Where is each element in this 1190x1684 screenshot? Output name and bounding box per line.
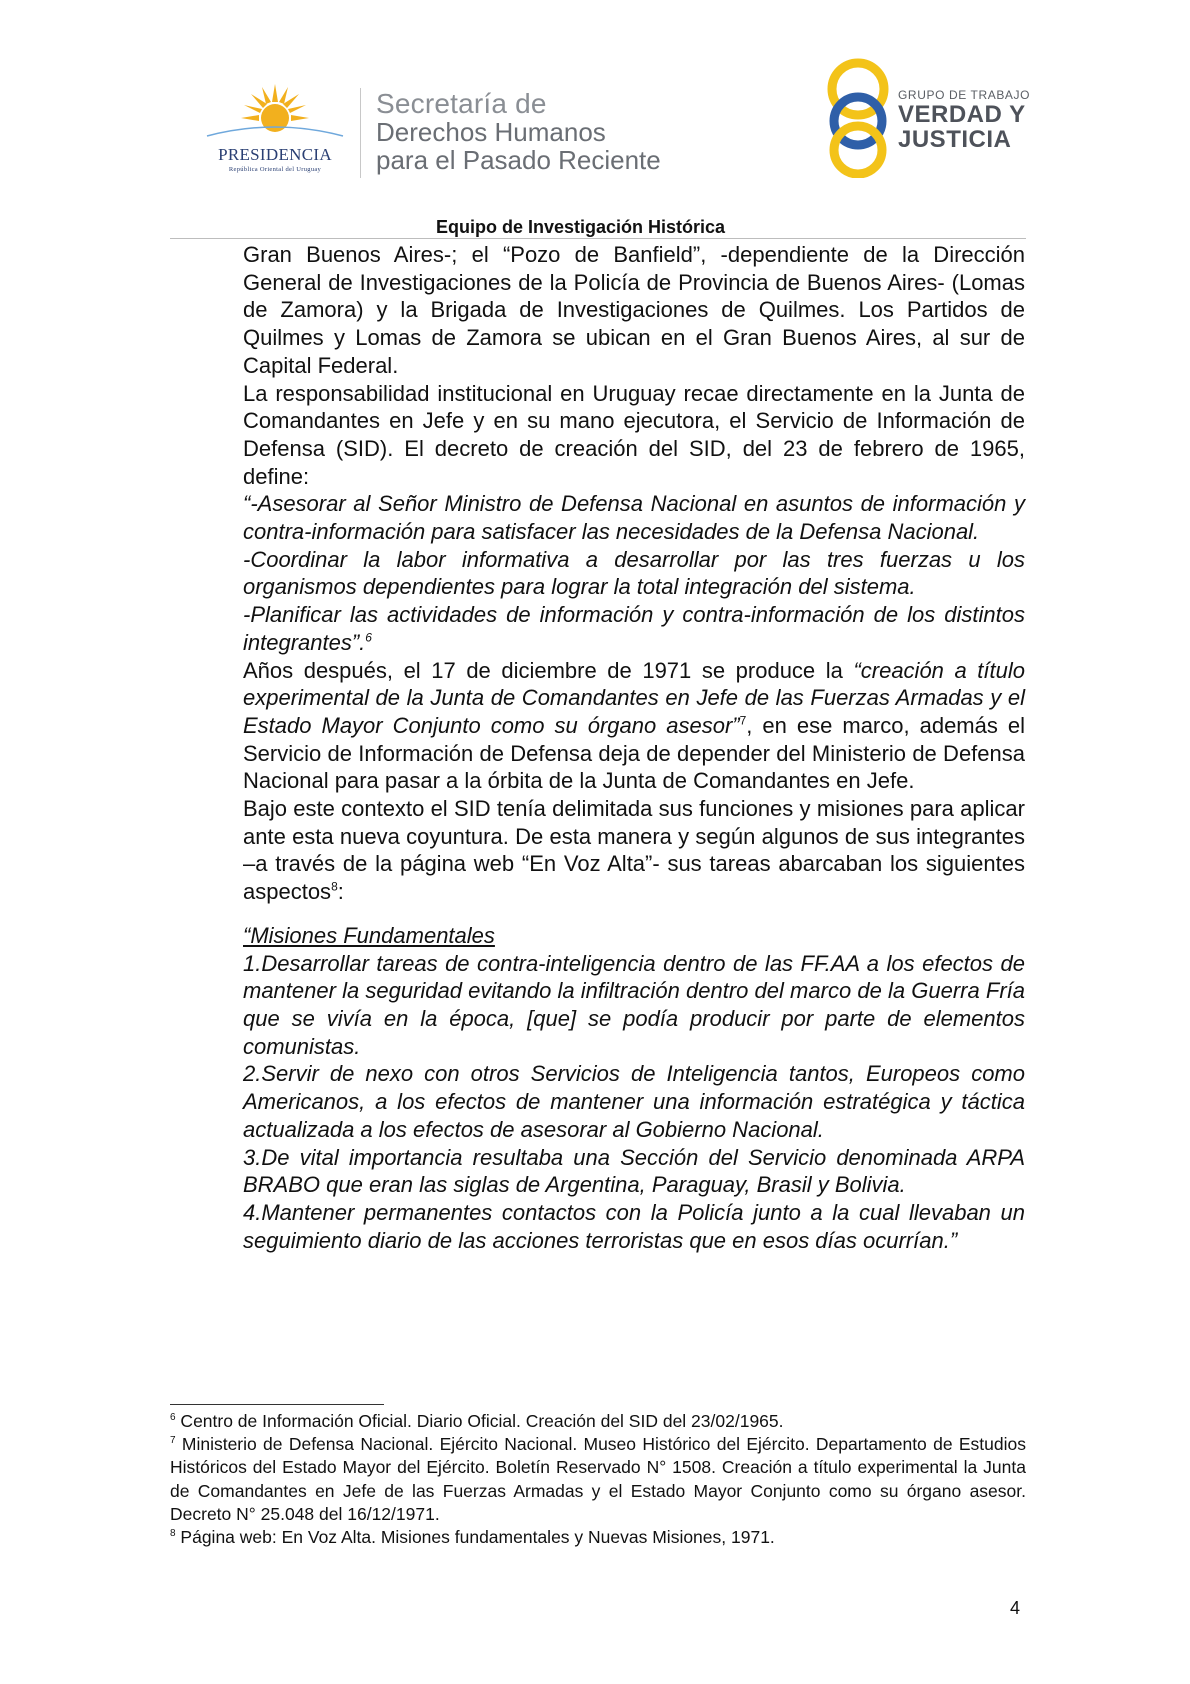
- spacer: [243, 906, 1025, 922]
- paragraph: [243, 657, 1025, 796]
- gtvj-line-1: GRUPO DE TRABAJO: [898, 88, 1031, 102]
- footnote-text: Página web: En Voz Alta. Misiones fundamentales y Nuevas Misiones, 1971.: [175, 1527, 775, 1548]
- footnote: [170, 1526, 1026, 1549]
- quote-text: -Planificar las actividades de información y contra-información de los distintos integrantes”.: [243, 602, 1025, 655]
- paragraph: Gran Buenos Aires-; el “Pozo de Banfield”, -dependiente de la Dirección General de Investigaciones de la Policía de Provincia de Buenos Aires- (Lomas de Zamora) y la Brigada de Investigaciones de Quilmes. Los Partidos de Quilmes y Lomas de Zamora se ubican en el Gran Buenos Aires, al sur de Capital Federal.: [243, 242, 1025, 378]
- title-rule: [170, 238, 1026, 239]
- footnote: [170, 1433, 1026, 1526]
- footnote-number: 6: [170, 1412, 176, 1424]
- mission-item: 1.Desarrollar tareas de contra-inteligencia dentro de las FF.AA a los efectos de mantener la seguridad evitando la infiltración dentro del marco de la Guerra Fría que se vivía en la época, [que] se podía producir por parte de elementos comunistas.: [243, 950, 1025, 1059]
- footnote-number: 7: [170, 1435, 176, 1447]
- footnote-text: Centro de Información Oficial. Diario Oficial. Creación del SID del 23/02/1965.: [175, 1411, 784, 1431]
- secretaria-logo-text: [376, 90, 661, 174]
- decree-quote-item: [243, 601, 1025, 656]
- footnote-rule: [170, 1404, 384, 1405]
- document-body: [243, 241, 1025, 1254]
- gtvj-rings-logo: [820, 58, 900, 178]
- secretaria-line-2: Derechos Humanos: [376, 117, 606, 147]
- secretaria-line-1: Secretaría de: [376, 88, 547, 119]
- decree-quote-item: “-Asesorar al Señor Ministro de Defensa Nacional en asuntos de información y contra-información para satisfacer las necesidades de la Defensa Nacional.: [243, 491, 1025, 545]
- paragraph-text: :: [337, 879, 344, 905]
- footnote-ref: 7: [739, 713, 747, 728]
- paragraph: La responsabilidad institucional en Uruguay recae directamente en la Junta de Comandantes en Jefe y en su mano ejecutora, el Servicio de Información de Defensa (SID). El decreto de creación del SID, del 23 de febrero de 1965, define:: [243, 380, 1025, 489]
- paragraph-text: , en ese marco, además el Servicio de Información de Defensa deja de depender del Ministerio de Defensa Nacional para pasar a la órbita de la Junta de Comandantes en Jefe.: [243, 712, 1025, 794]
- gtvj-line-3: JUSTICIA: [898, 126, 1012, 153]
- decree-quote-item: -Coordinar la labor informativa a desarrollar por las tres fuerzas u los organismos dependientes para lograr la total integración del sistema.: [243, 546, 1025, 600]
- paragraph-text: Años después, el 17 de diciembre de 1971 se produce la: [243, 657, 854, 683]
- secretaria-line-3: para el Pasado Reciente: [376, 145, 661, 175]
- paragraph-text: Bajo este contexto el SID tenía delimitada sus funciones y misiones para aplicar ante esta nueva coyuntura. De esta manera y según algunos de sus integrantes –a través de la página web “En Voz Alta”- sus tareas abarcaban los siguientes aspectos: [243, 796, 1025, 905]
- mission-item: 3.De vital importancia resultaba una Sección del Servicio denominada ARPA BRABO que eran las siglas de Argentina, Paraguay, Brasil y Bolivia.: [243, 1144, 1025, 1198]
- footnote: [170, 1410, 1026, 1433]
- paragraph: [243, 795, 1025, 906]
- footnotes: [170, 1410, 1026, 1549]
- gtvj-logo-text: [898, 88, 1030, 152]
- mission-item: 2.Servir de nexo con otros Servicios de Inteligencia tantos, Europeos como Americanos, a los efectos de mantener una información estratégica y táctica actualizada a los efectos de asesorar al Gobierno Nacional.: [243, 1061, 1025, 1142]
- footnote-ref: 8: [331, 879, 338, 894]
- gtvj-line-2: VERDAD Y: [898, 101, 1026, 128]
- presidencia-subtitle: República Oriental del Uruguay: [228, 166, 322, 173]
- footnote-number: 8: [170, 1528, 176, 1540]
- page-number: 4: [1010, 1598, 1021, 1618]
- footnote-ref: 6: [365, 630, 372, 645]
- mission-item: 4.Mantener permanentes contactos con la Policía junto a la cual llevaban un seguimiento diario de las acciones terroristas que en esos días ocurrían.”: [243, 1199, 1025, 1253]
- missions-title: “Misiones Fundamentales: [243, 922, 495, 948]
- presidencia-name: PRESIDENCIA: [218, 145, 332, 164]
- footnote-text: Ministerio de Defensa Nacional. Ejército Nacional. Museo Histórico del Ejército. Departamento de Estudios Históricos del Estado Mayor del Ejército. Boletín Reservado N° 1508. Creación a título experimental la Junta de Comandantes en Jefe de las Fuerzas Armadas y el Estado Mayor Conjunto como su órgano asesor. Decreto N° 25.048 del 16/12/1971.: [170, 1434, 1026, 1524]
- header-divider: [360, 88, 361, 178]
- section-title: Equipo de Investigación Histórica: [436, 217, 726, 237]
- inline-quote: “creación a título experimental de la Junta de Comandantes en Jefe de las Fuerzas Armadas y el Estado Mayor Conjunto como su órgano asesor”: [243, 657, 1025, 738]
